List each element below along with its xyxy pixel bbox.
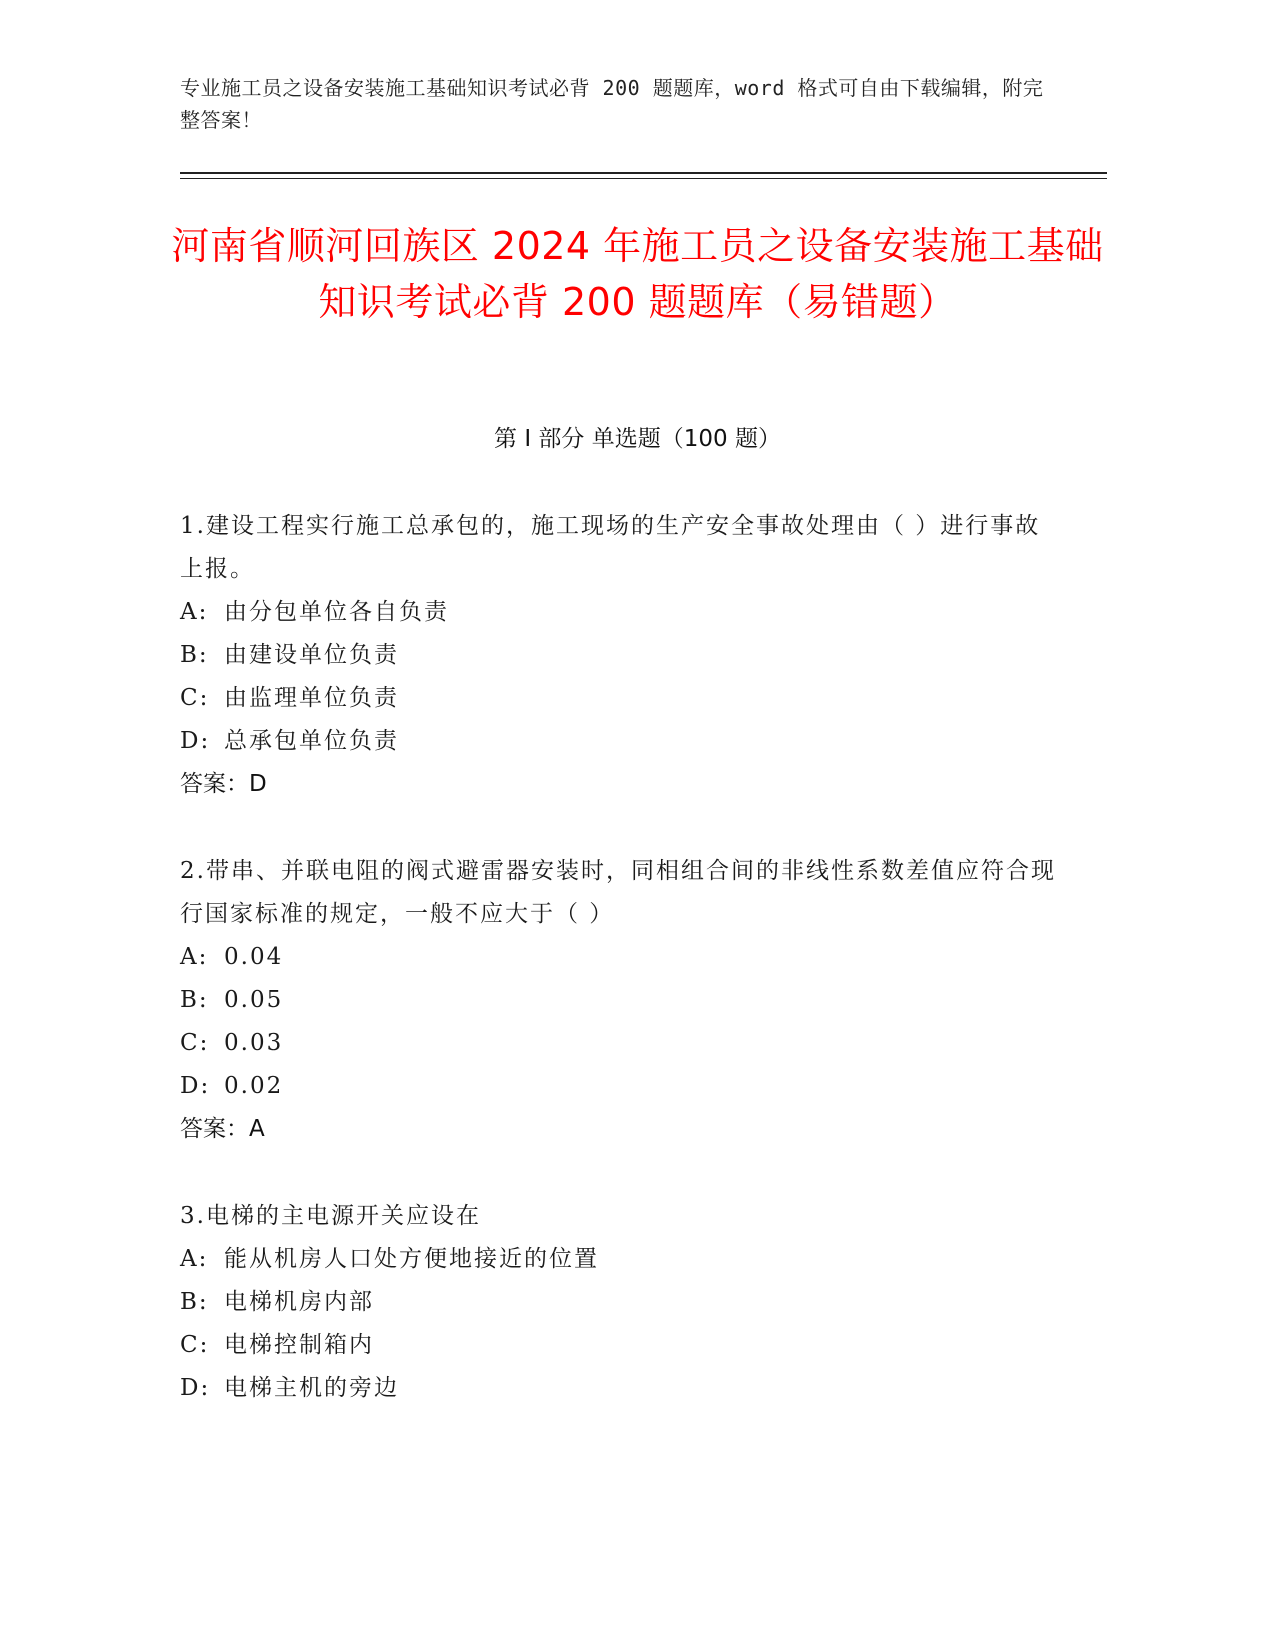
option-letter: D: xyxy=(180,1375,211,1401)
option-text: 能从机房人口处方便地接近的位置 xyxy=(224,1246,599,1272)
question-stem: 3.电梯的主电源开关应设在 xyxy=(180,1203,481,1229)
option-letter: D: xyxy=(180,1073,211,1099)
header-divider-thick xyxy=(180,172,1107,174)
option-d xyxy=(180,720,1060,763)
option-text: 由建设单位负责 xyxy=(224,642,399,668)
header-divider-thin xyxy=(180,178,1107,179)
document-title: 河南省顺河回族区 2024 年施工员之设备安装施工基础知识考试必背 200 题题库（易错题） xyxy=(171,224,1104,324)
option-a xyxy=(180,591,1060,634)
question-list xyxy=(180,505,1060,1454)
option-text: 电梯控制箱内 xyxy=(224,1332,374,1358)
option-a xyxy=(180,936,1060,979)
option-text: 0.03 xyxy=(224,1030,284,1056)
option-b xyxy=(180,979,1060,1022)
option-text: 由分包单位各自负责 xyxy=(224,599,449,625)
option-text: 总承包单位负责 xyxy=(224,728,399,754)
option-d xyxy=(180,1065,1060,1108)
option-letter: B: xyxy=(180,987,209,1013)
option-b xyxy=(180,634,1060,677)
option-text: 电梯主机的旁边 xyxy=(224,1375,399,1401)
option-letter: D: xyxy=(180,728,211,754)
option-text: 0.05 xyxy=(224,987,284,1013)
header-note: 专业施工员之设备安装施工基础知识考试必背 200 题题库，word 格式可自由下载编辑，附完整答案！ xyxy=(180,76,1044,132)
section-title: 第 I 部分 单选题（100 题） xyxy=(494,426,781,452)
option-text: 0.04 xyxy=(224,944,284,970)
option-letter: C: xyxy=(180,1332,210,1358)
question-1 xyxy=(180,505,1060,806)
option-letter: B: xyxy=(180,642,209,668)
question-2 xyxy=(180,850,1060,1151)
question-3 xyxy=(180,1195,1060,1410)
option-c xyxy=(180,677,1060,720)
option-text: 由监理单位负责 xyxy=(224,685,399,711)
option-a xyxy=(180,1238,1060,1281)
option-letter: A: xyxy=(180,599,209,625)
question-stem: 2.带串、并联电阻的阀式避雷器安装时，同相组合间的非线性系数差值应符合现行国家标准的规定，一般不应大于（ ） xyxy=(180,858,1056,927)
option-letter: B: xyxy=(180,1289,209,1315)
option-d xyxy=(180,1367,1060,1410)
option-b xyxy=(180,1281,1060,1324)
answer-label: 答案：A xyxy=(180,1116,265,1142)
option-text: 电梯机房内部 xyxy=(224,1289,374,1315)
option-c xyxy=(180,1022,1060,1065)
answer-label: 答案：D xyxy=(180,771,267,797)
option-letter: A: xyxy=(180,1246,209,1272)
option-letter: C: xyxy=(180,685,210,711)
question-stem: 1.建设工程实行施工总承包的，施工现场的生产安全事故处理由（ ）进行事故上报。 xyxy=(180,513,1041,582)
option-c xyxy=(180,1324,1060,1367)
option-text: 0.02 xyxy=(224,1073,284,1099)
option-letter: C: xyxy=(180,1030,210,1056)
option-letter: A: xyxy=(180,944,209,970)
